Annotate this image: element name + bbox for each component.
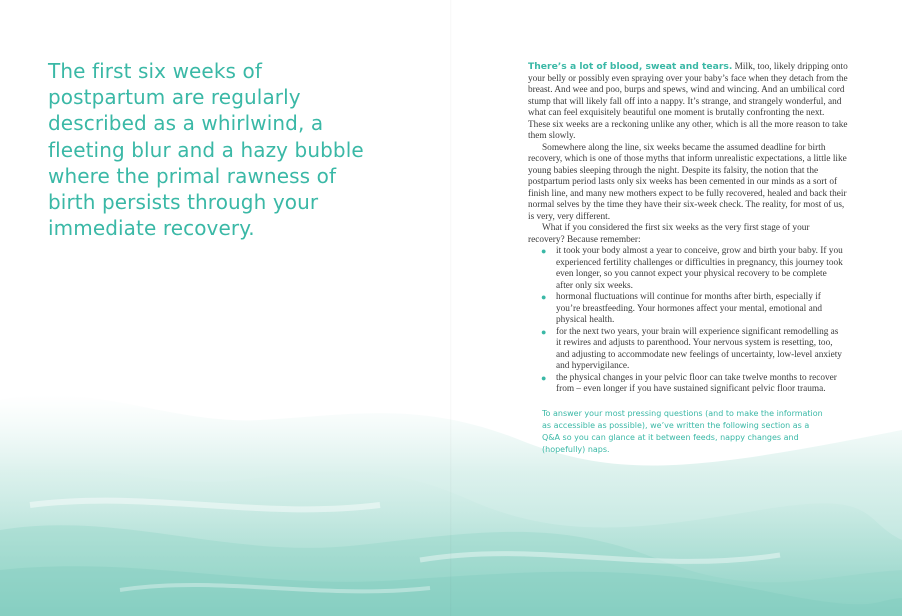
paragraph-1 xyxy=(528,61,848,143)
lead-in-heading: There’s a lot of blood, sweat and tears. xyxy=(528,61,733,72)
paragraph-3: What if you considered the first six weeks as the very first stage of your recovery? Because remember: xyxy=(528,223,810,245)
bullet-icon: ● xyxy=(541,292,547,302)
bullet-icon: ● xyxy=(541,372,547,383)
bullet-text: the physical changes in your pelvic floor can take twelve months to recover from – even longer if you have sustained significant pelvic floor trauma. xyxy=(556,372,837,394)
paragraph-2: Somewhere along the line, six weeks became the assumed deadline for birth recovery, which is one of those myths that inform unrealistic expectations, a little like young babies sleeping through the night. Despite its falsity, the notion that the postpartum period lasts only six weeks has been cemented in our minds as a sort of finish line, and many new mothers expect to be fully recovered, healed and back their normal selves by the time they have their six-week check. The reality, for most of us, is very, very different. xyxy=(528,142,847,222)
paragraph-1-body: Milk, too, likely dripping onto your belly or possibly even spraying over your baby’s face when they detach from the breast. And wee and poo, burps and spews, wind and wincing. And an umbilical cord stump that will likely fall off into a nappy. It’s strange, and strangely wonderful, and what can feel exquisitely beautiful one moment is brutally confronting the next. These six weeks are a reckoning unlike any other, which is all the more reason to take them slowly. xyxy=(528,62,848,141)
bullet-text: it took your body almost a year to conceive, grow and birth your baby. If you experienced fertility challenges or difficulties in pregnancy, this journey took even longer, so you cannot expect your physical recovery to be complete after only six weeks. xyxy=(556,246,843,291)
bullet-text: hormonal fluctuations will continue for months after birth, especially if you’re breastfeeding. Your hormones affect your mental, emotional and physical health. xyxy=(556,292,823,325)
bullet-icon: ● xyxy=(541,326,547,337)
page-gutter xyxy=(450,0,452,616)
list-item xyxy=(541,326,848,373)
bullet-icon: ● xyxy=(541,246,547,256)
list-item xyxy=(541,292,848,327)
closing-note: To answer your most pressing questions (and to make the information as accessible as possible), we’ve written the following section as a Q&A so you can glance at it between feeds, nappy changes and (hopefully) naps. xyxy=(542,408,823,454)
pull-quote: The first six weeks of postpartum are regularly described as a whirlwind, a fleeting blur and a hazy bubble where the primal rawness of birth persists through your immediate recovery. xyxy=(48,59,364,241)
article-column xyxy=(528,61,848,456)
recovery-bullet-list xyxy=(528,246,848,396)
list-item xyxy=(541,372,848,396)
bullet-text: for the next two years, your brain will experience significant remodelling as it rewires and adjusts to parenthood. Your nervous system is resetting, too, and adjusting to accommodate new feelings of uncertainty, low-level anxiety and hypervigilance. xyxy=(556,326,842,371)
list-item xyxy=(541,246,848,292)
